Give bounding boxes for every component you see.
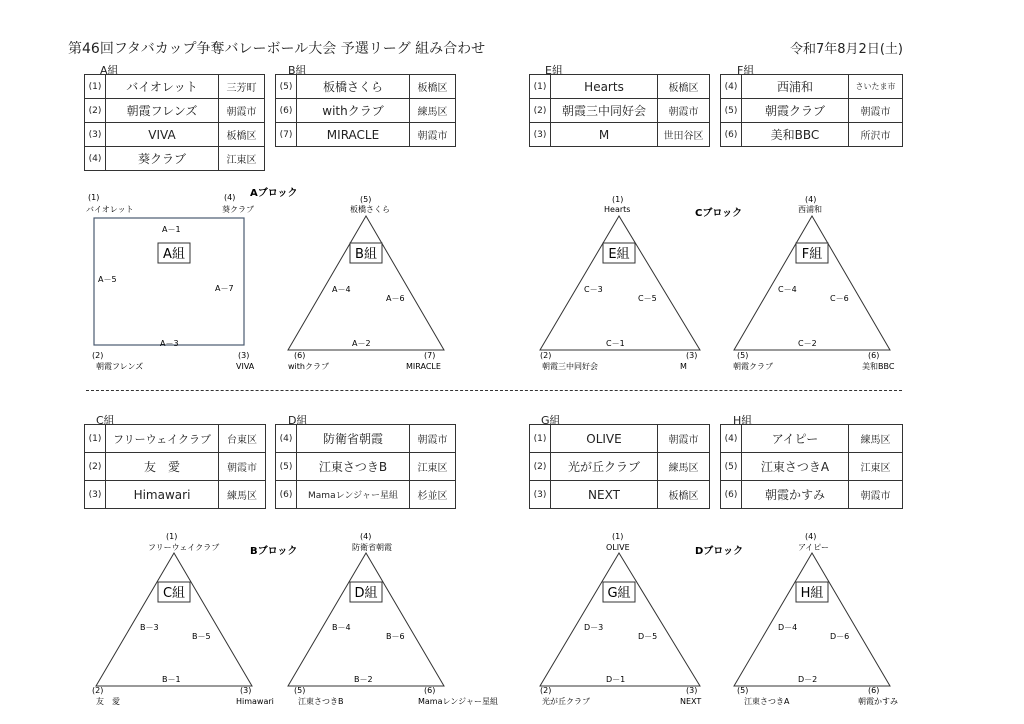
team-label: 板橋さくら (350, 205, 390, 214)
team-label: 江東さつきB (298, 697, 344, 706)
match-label: A－5 (98, 275, 117, 284)
match-label: A－4 (332, 285, 351, 294)
team-city: 江東区 (849, 453, 903, 481)
team-no-label: (2) (92, 351, 104, 360)
team-label: 友 愛 (96, 697, 120, 706)
diagram-group-d (288, 532, 498, 706)
team-label: 葵クラブ (222, 205, 254, 214)
team-number: (3) (530, 481, 551, 509)
group-box-label: H組 (800, 586, 824, 601)
team-city: 朝霞市 (219, 99, 265, 123)
team-number: (6) (276, 481, 297, 509)
team-name: MIRACLE (297, 123, 410, 147)
team-no-label: (7) (424, 351, 436, 360)
match-label: A－1 (162, 225, 181, 234)
team-city: 朝霞市 (219, 453, 266, 481)
group-heading-c: C組 (96, 414, 115, 427)
match-label: D－6 (830, 632, 850, 641)
team-city: さいたま市 (849, 75, 903, 99)
team-label: 美和BBC (862, 362, 895, 371)
team-city: 江東区 (410, 453, 456, 481)
team-number: (6) (721, 123, 742, 147)
team-no-label: (2) (540, 351, 552, 360)
diagram-group-h (734, 532, 898, 706)
team-city: 板橋区 (658, 75, 710, 99)
team-no-label: (3) (686, 686, 698, 695)
team-number: (4) (721, 75, 742, 99)
team-no-label: (3) (686, 351, 698, 360)
team-no-label: (3) (238, 351, 250, 360)
match-label: D－1 (606, 675, 626, 684)
block-label-a: Aブロック (250, 188, 298, 199)
team-label: 朝霞フレンズ (96, 362, 144, 371)
team-number: (6) (276, 99, 297, 123)
team-name: 朝霞かすみ (742, 481, 849, 509)
diagram-group-f (733, 195, 895, 371)
team-label: withクラブ (288, 362, 329, 371)
match-label: B－6 (386, 632, 405, 641)
team-number: (2) (85, 99, 106, 123)
team-no-label: (4) (805, 195, 817, 204)
diagram-group-a (86, 193, 255, 371)
team-name: withクラブ (297, 99, 410, 123)
team-name: 板橋さくら (297, 75, 410, 99)
triangle (288, 553, 444, 686)
team-label: 朝霞三中同好会 (542, 362, 598, 371)
team-name: VIVA (106, 123, 219, 147)
diagram-group-c (92, 532, 274, 706)
team-city: 朝霞市 (658, 99, 710, 123)
group-box-label: B組 (355, 247, 377, 262)
group-box-label: C組 (162, 586, 186, 601)
team-label: M (680, 362, 687, 371)
team-city: 所沢市 (849, 123, 903, 147)
team-label: フリーウェイクラブ (148, 543, 220, 552)
block-label-d: Dブロック (695, 546, 744, 557)
team-no-label: (6) (868, 351, 880, 360)
team-no-label: (6) (868, 686, 880, 695)
match-label: B－5 (192, 632, 211, 641)
event-date: 令和7年8月2日(土) (790, 42, 903, 57)
group-heading-h: H組 (733, 414, 753, 427)
match-label: B－1 (162, 675, 181, 684)
team-name: バイオレット (106, 75, 219, 99)
team-number: (3) (85, 123, 106, 147)
team-name: 江東さつきA (742, 453, 849, 481)
group-heading-b: B組 (288, 64, 307, 77)
team-name: 友 愛 (106, 453, 219, 481)
team-number: (5) (721, 453, 742, 481)
team-name: アイピー (742, 425, 849, 453)
team-label: Hearts (604, 205, 631, 214)
team-name: フリーウェイクラブ (106, 425, 219, 453)
team-name: 防衛省朝霞 (297, 425, 410, 453)
team-name: M (551, 123, 658, 147)
team-no-label: (1) (88, 193, 100, 202)
team-city: 朝霞市 (849, 99, 903, 123)
team-number: (5) (276, 453, 297, 481)
team-number: (1) (530, 425, 551, 453)
team-no-label: (6) (294, 351, 306, 360)
team-number: (3) (530, 123, 551, 147)
match-label: B－3 (140, 623, 159, 632)
team-name: 美和BBC (742, 123, 849, 147)
team-city: 朝霞市 (410, 123, 456, 147)
team-number: (1) (530, 75, 551, 99)
team-city: 板橋区 (219, 123, 265, 147)
team-city: 台東区 (219, 425, 266, 453)
group-box-label: F組 (801, 247, 823, 262)
team-city: 朝霞市 (658, 425, 710, 453)
match-label: C－1 (606, 339, 625, 348)
match-label: B－2 (354, 675, 373, 684)
team-no-label: (5) (737, 686, 749, 695)
team-no-label: (5) (294, 686, 306, 695)
match-label: D－4 (778, 623, 798, 632)
team-no-label: (1) (166, 532, 178, 541)
team-label: 江東さつきA (744, 697, 790, 706)
group-heading-d: D組 (288, 414, 308, 427)
match-label: D－2 (798, 675, 818, 684)
triangle (96, 553, 252, 686)
team-number: (4) (276, 425, 297, 453)
team-label: 朝霞かすみ (858, 697, 898, 706)
team-city: 練馬区 (658, 453, 710, 481)
team-city: 練馬区 (849, 425, 903, 453)
triangle (734, 216, 890, 350)
team-name: 西浦和 (742, 75, 849, 99)
team-label: バイオレット (86, 205, 134, 214)
match-label: C－3 (584, 285, 603, 294)
match-label: C－2 (798, 339, 817, 348)
team-label: NEXT (680, 697, 702, 706)
team-no-label: (2) (540, 686, 552, 695)
team-label: アイピー (798, 543, 829, 552)
team-no-label: (1) (612, 195, 624, 204)
team-number: (1) (85, 75, 106, 99)
team-label: 防衛省朝霞 (352, 543, 392, 552)
group-heading-a: A組 (100, 64, 119, 77)
diagram-group-e (540, 195, 700, 371)
team-name: Mamaレンジャー星組 (297, 481, 410, 509)
group-box-label: A組 (163, 247, 185, 262)
triangle (540, 553, 700, 686)
match-label: B－4 (332, 623, 351, 632)
team-name: OLIVE (551, 425, 658, 453)
team-city: 世田谷区 (658, 123, 710, 147)
match-label: A－6 (386, 294, 405, 303)
team-label: 朝霞クラブ (733, 362, 773, 371)
team-city: 練馬区 (219, 481, 266, 509)
group-box-label: G組 (607, 586, 631, 601)
team-name: 葵クラブ (106, 147, 219, 171)
team-number: (4) (721, 425, 742, 453)
team-label: VIVA (236, 362, 255, 371)
match-label: C－6 (830, 294, 849, 303)
team-label: Mamaレンジャー星組 (418, 697, 498, 706)
triangle (288, 216, 444, 350)
team-city: 朝霞市 (410, 425, 456, 453)
team-number: (3) (85, 481, 106, 509)
team-name: Hearts (551, 75, 658, 99)
team-label: 光が丘クラブ (542, 697, 590, 706)
group-box-label: E組 (608, 247, 630, 262)
group-heading-f: F組 (737, 64, 755, 77)
block-label-c: Cブロック (695, 208, 743, 219)
triangle (734, 553, 890, 686)
match-label: C－5 (638, 294, 657, 303)
team-label: Himawari (236, 697, 274, 706)
team-number: (2) (530, 99, 551, 123)
team-name: 江東さつきB (297, 453, 410, 481)
team-name: 朝霞クラブ (742, 99, 849, 123)
team-name: 朝霞三中同好会 (551, 99, 658, 123)
team-no-label: (2) (92, 686, 104, 695)
team-no-label: (5) (360, 195, 372, 204)
team-city: 練馬区 (410, 99, 456, 123)
team-number: (5) (276, 75, 297, 99)
team-label: 西浦和 (798, 205, 822, 214)
team-no-label: (4) (805, 532, 817, 541)
diagram-group-b (288, 195, 444, 371)
team-city: 板橋区 (410, 75, 456, 99)
page-title: 第46回フタバカップ争奪バレーボール大会 予選リーグ 組み合わせ (68, 41, 486, 57)
team-name: Himawari (106, 481, 219, 509)
team-city: 板橋区 (658, 481, 710, 509)
team-number: (5) (721, 99, 742, 123)
triangle (540, 216, 700, 350)
block-label-b: Bブロック (250, 546, 298, 557)
team-name: 光が丘クラブ (551, 453, 658, 481)
team-name: 朝霞フレンズ (106, 99, 219, 123)
match-label: A－7 (215, 284, 234, 293)
team-city: 杉並区 (410, 481, 456, 509)
match-label: D－3 (584, 623, 604, 632)
team-no-label: (1) (612, 532, 624, 541)
team-label: MIRACLE (406, 362, 441, 371)
team-number: (7) (276, 123, 297, 147)
team-number: (2) (530, 453, 551, 481)
team-no-label: (3) (240, 686, 252, 695)
team-number: (1) (85, 425, 106, 453)
team-city: 江東区 (219, 147, 265, 171)
team-label: OLIVE (606, 543, 630, 552)
match-label: A－2 (352, 339, 371, 348)
team-city: 朝霞市 (849, 481, 903, 509)
team-no-label: (6) (424, 686, 436, 695)
group-heading-e: E組 (545, 64, 563, 77)
team-name: NEXT (551, 481, 658, 509)
diagram-group-g (540, 532, 701, 706)
match-label: D－5 (638, 632, 658, 641)
team-no-label: (5) (737, 351, 749, 360)
team-no-label: (4) (224, 193, 236, 202)
match-label: C－4 (778, 285, 797, 294)
group-heading-g: G組 (541, 414, 561, 427)
team-city: 三芳町 (219, 75, 265, 99)
team-no-label: (4) (360, 532, 372, 541)
team-number: (4) (85, 147, 106, 171)
match-label: A－3 (160, 339, 179, 348)
team-number: (6) (721, 481, 742, 509)
group-box-label: D組 (354, 586, 378, 601)
team-number: (2) (85, 453, 106, 481)
